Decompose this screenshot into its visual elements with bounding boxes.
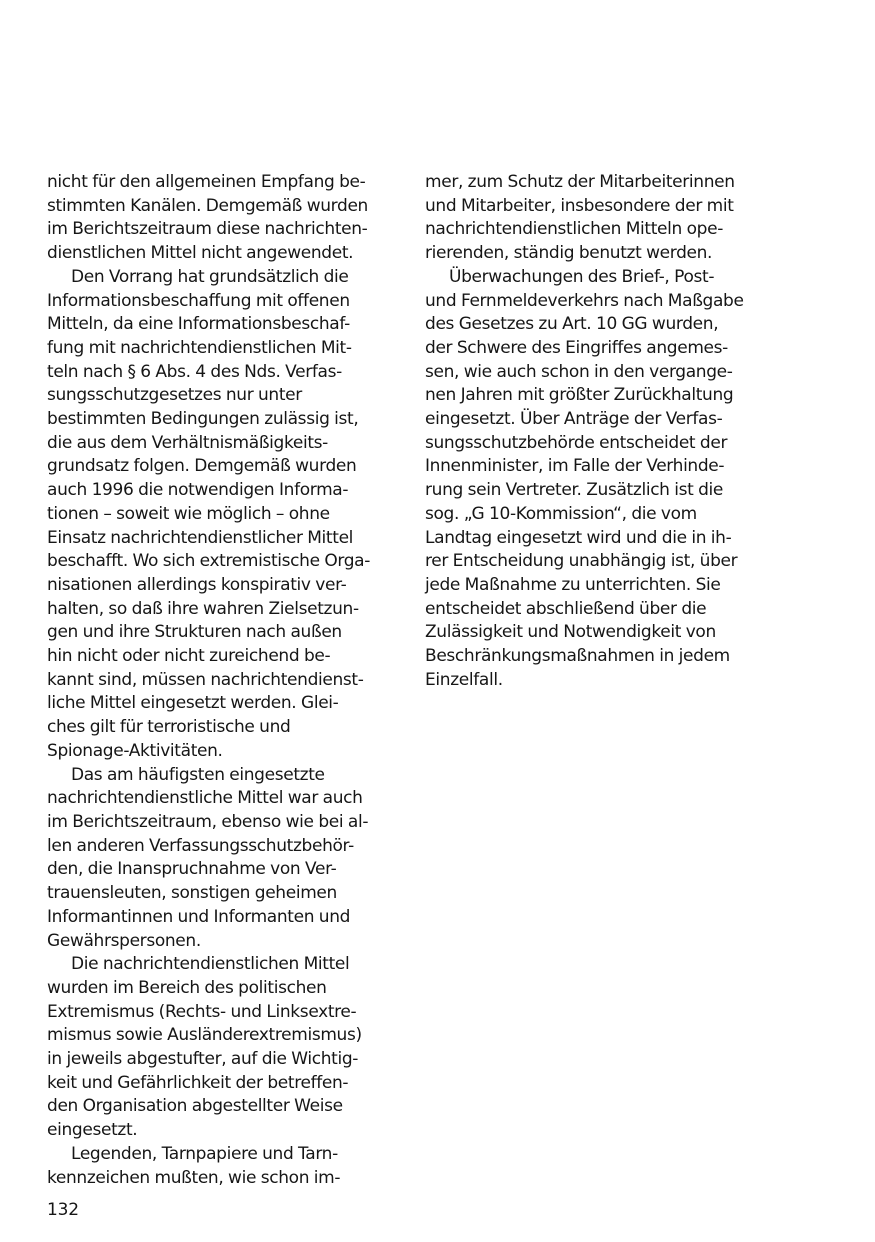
text-line: entscheidet abschließend über die [425,598,707,619]
text-line: ches gilt für terroristische und [47,717,291,738]
text-line: nen Jahren mit größter Zurückhaltung [425,385,734,406]
text-line: jede Maßnahme zu unterrichten. Sie [425,574,721,595]
text-line: eingesetzt. [47,1120,138,1141]
text-line: der Schwere des Eingriffes angemes- [425,337,728,358]
text-line: im Berichtszeitraum, ebenso wie bei al- [47,811,369,832]
text-line: und Mitarbeiter, insbesondere der mit [425,195,734,216]
text-line: bestimmten Bedingungen zulässig ist, [47,409,359,430]
page-number: 132 [47,1200,79,1220]
text-line: sog. „G 10-Kommission“, die vom [425,503,697,524]
text-line: sungsschutzbehörde entscheidet der [425,432,728,453]
text-line: des Gesetzes zu Art. 10 GG wurden, [425,314,719,335]
text-line: eingesetzt. Über Anträge der Verfas- [425,409,723,430]
text-line: Beschränkungsmaßnahmen in jedem [425,646,730,667]
text-line: Informantinnen und Informanten und [47,906,351,927]
text-line: wurden im Bereich des politischen [47,977,327,998]
text-line: rung sein Vertreter. Zusätzlich ist die [425,480,724,501]
text-line: nachrichtendienstliche Mittel war auch [47,788,363,809]
text-line: halten, so daß ihre wahren Zielsetzun- [47,598,359,619]
text-line: Einsatz nachrichtendienstlicher Mittel [47,527,354,548]
text-line: teln nach § 6 Abs. 4 des Nds. Verfas- [47,361,342,382]
text-line: hin nicht oder nicht zureichend be- [47,646,331,667]
text-line: fung mit nachrichtendienstlichen Mit- [47,337,352,358]
text-line: und Fernmeldeverkehrs nach Maßgabe [425,290,744,311]
text-line: nachrichtendienstlichen Mitteln ope- [425,219,723,240]
text-line: dienstlichen Mittel nicht angewendet. [47,243,354,264]
text-line: nicht für den allgemeinen Empfang be- [47,172,366,192]
text-line: trauensleuten, sonstigen geheimen [47,883,337,904]
text-line: mer, zum Schutz der Mitarbeiterinnen [425,172,735,192]
text-line: mismus sowie Ausländerextremismus) [47,1025,362,1046]
text-line: grundsatz folgen. Demgemäß wurden [47,456,357,477]
text-line: Die nachrichtendienstlichen Mittel [71,954,350,975]
text-line: Gewährspersonen. [47,930,201,951]
text-line: die aus dem Verhältnismäßigkeits- [47,432,328,453]
text-line: Spionage-Aktivitäten. [47,740,223,761]
text-line: kannt sind, müssen nachrichtendienst- [47,669,364,690]
text-line: keit und Gefährlichkeit der betreffen- [47,1072,349,1093]
text-line: in jeweils abgestufter, auf die Wichtig- [47,1049,359,1070]
text-line: Landtag eingesetzt wird und die in ih- [425,527,732,548]
text-line: liche Mittel eingesetzt werden. Glei- [47,693,339,714]
text-line: nisationen allerdings konspirativ ver- [47,574,347,595]
text-line: kennzeichen mußten, wie schon im- [47,1167,341,1188]
text-line: Einzelfall. [425,669,503,690]
left-text-column [47,171,402,1190]
text-line: rierenden, ständig benutzt werden. [425,243,713,264]
text-line: Extremismus (Rechts- und Linksextre- [47,1001,357,1022]
text-line: Überwachungen des Brief-, Post- [449,266,715,287]
text-line: Mitteln, da eine Informationsbeschaf- [47,314,350,335]
text-line: stimmten Kanälen. Demgemäß wurden [47,195,368,216]
text-line: tionen – soweit wie möglich – ohne [47,503,330,524]
text-line: gen und ihre Strukturen nach außen [47,622,342,643]
text-line: den, die Inanspruchnahme von Ver- [47,859,337,880]
text-line: beschafft. Wo sich extremistische Orga- [47,551,371,572]
text-line: Informationsbeschaffung mit offenen [47,290,350,311]
text-line: Zulässigkeit und Notwendigkeit von [425,622,716,643]
text-line: Legenden, Tarnpapiere und Tarn- [71,1143,338,1164]
text-line: auch 1996 die notwendigen Informa- [47,480,349,501]
text-line: den Organisation abgestellter Weise [47,1096,343,1117]
right-text-column [425,171,780,692]
text-line: rer Entscheidung unabhängig ist, über [425,551,738,572]
text-line: sungsschutzgesetzes nur unter [47,385,302,406]
text-line: Den Vorrang hat grundsätzlich die [71,266,349,287]
text-line: im Berichtszeitraum diese nachrichten- [47,219,368,240]
text-line: sen, wie auch schon in den vergange- [425,361,733,382]
text-line: len anderen Verfassungsschutzbehör- [47,835,354,856]
text-line: Das am häufigsten eingesetzte [71,764,325,785]
text-line: Innenminister, im Falle der Verhinde- [425,456,725,477]
